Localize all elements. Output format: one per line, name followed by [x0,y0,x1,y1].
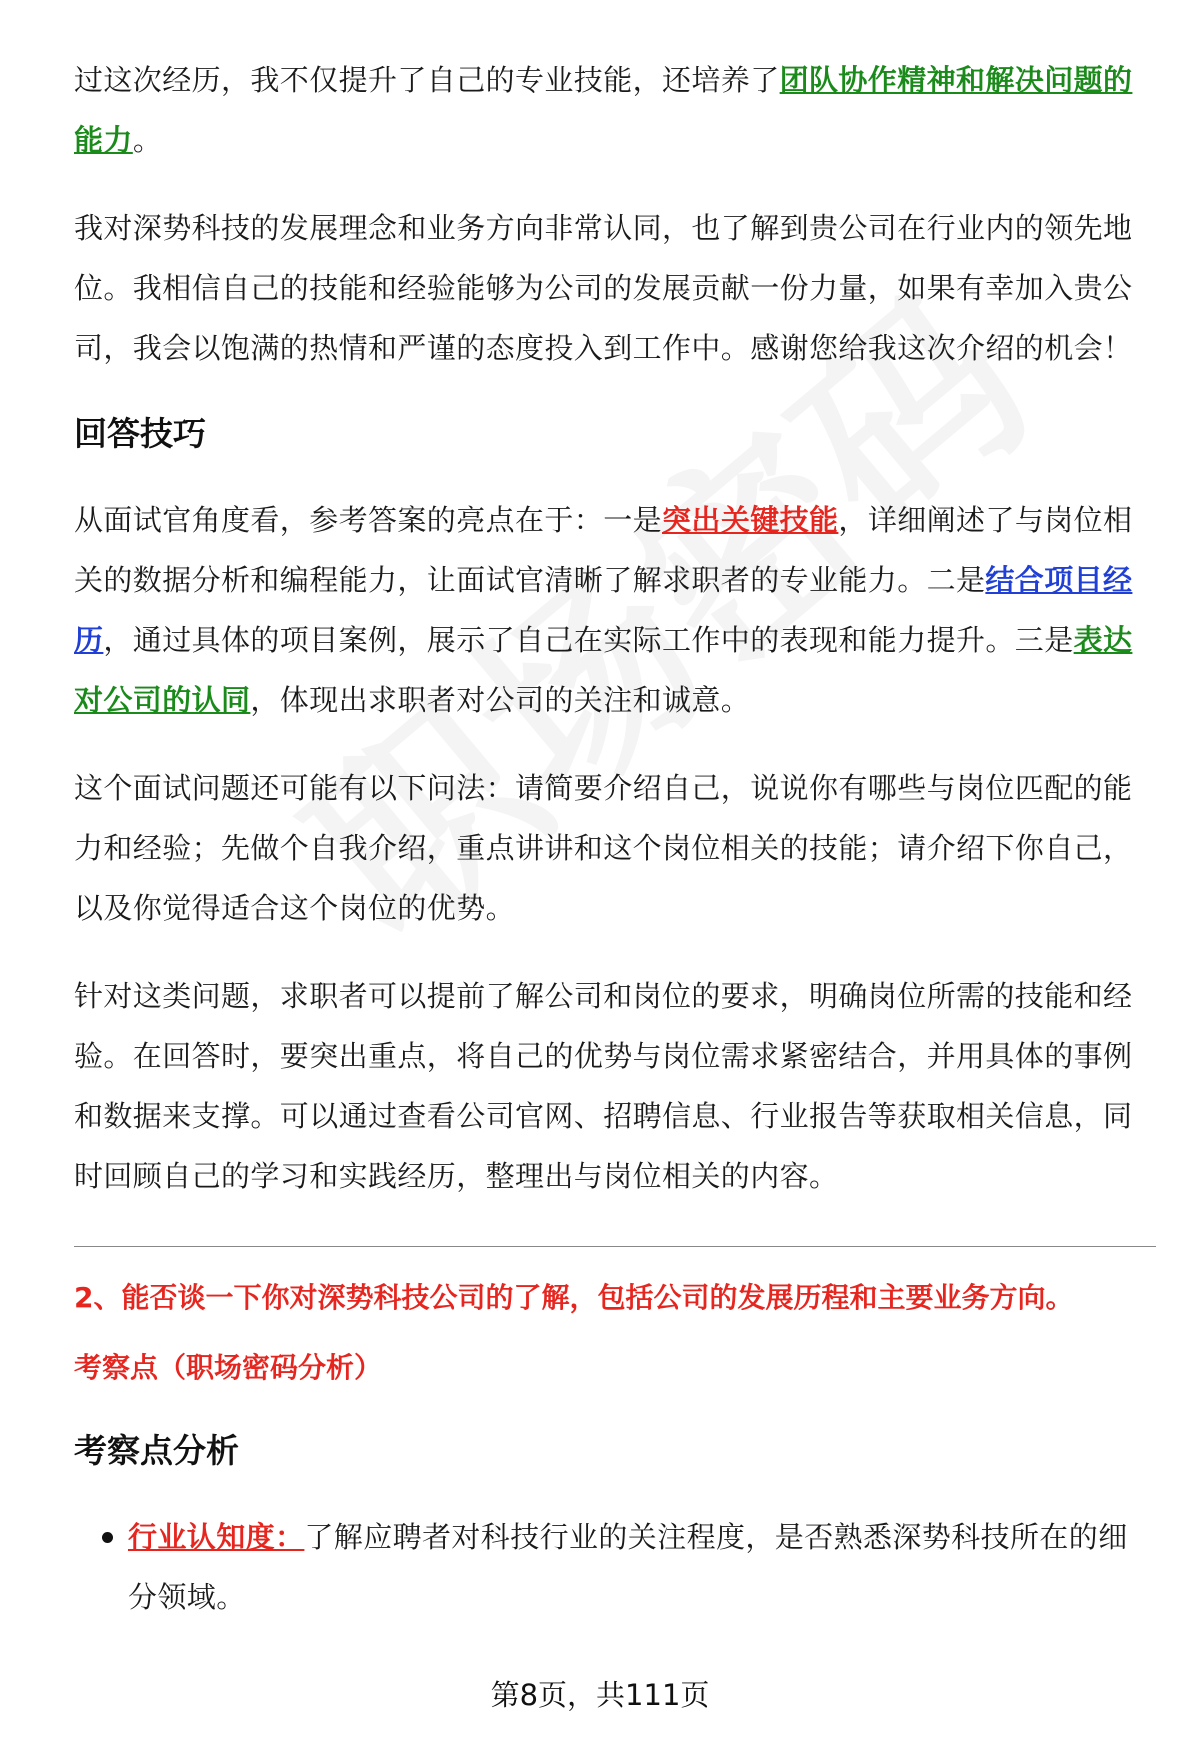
highlight-company-identity: 表达对公司的认同 [74,623,1133,717]
highlight-teamwork: 团队协作精神和解决问题的能力 [74,63,1133,157]
tips-paragraph-1 [74,490,1156,730]
list-item [74,1507,1156,1627]
page-number: 第8页，共111页 [490,1678,710,1712]
intro-p1-text: 过这次经历，我不仅提升了自己的专业技能，还培养了 [74,63,780,97]
analysis-item-label: 行业认知度： [128,1520,305,1554]
analysis-list [74,1507,1156,1627]
tips-p1-c: ，通过具体的项目案例，展示了自己在实际工作中的表现和能力提升。三是 [103,623,1074,657]
intro-p1-end: 。 [132,123,163,157]
highlight-key-skills: 突出关键技能 [662,503,839,537]
section-divider [74,1246,1156,1247]
section-heading-analysis: 考察点分析 [74,1431,239,1470]
tips-p1-b: ，详细阐述了与岗位相关的数据分析和编程能力，让面试官清晰了解求职者的专业能力。二是 [74,503,1133,597]
tips-paragraph-3: 针对这类问题，求职者可以提前了解公司和岗位的要求，明确岗位所需的技能和经验。在回答时，要突出重点，将自己的优势与岗位需求紧密结合，并用具体的事例和数据来支撑。可以通过查看公司官网、招聘信息、行业报告等获取相关信息，同时回顾自己的学习和实践经历，整理出与岗位相关的内容。 [74,979,1133,1193]
page-content [74,50,1156,1627]
highlight-project-experience: 结合项目经历 [74,563,1133,657]
analysis-item-text: 了解应聘者对科技行业的关注程度，是否熟悉深势科技所在的细分领域。 [128,1520,1128,1614]
tips-paragraph-2: 这个面试问题还可能有以下问法：请简要介绍自己，说说你有哪些与岗位匹配的能力和经验；先做个自我介绍，重点讲讲和这个岗位相关的技能；请介绍下你自己，以及你觉得适合这个岗位的优势。 [74,771,1133,925]
question-title: 2、能否谈一下你对深势科技公司的了解，包括公司的发展历程和主要业务方向。 [74,1281,1074,1314]
bullet-dot-icon [102,1532,113,1543]
section-heading-tips: 回答技巧 [74,414,206,453]
tips-p1-a: 从面试官角度看，参考答案的亮点在于：一是 [74,503,663,537]
intro-paragraph-1 [74,50,1156,170]
question-subtitle: 考察点（职场密码分析） [74,1351,383,1384]
tips-p1-d: ，体现出求职者对公司的关注和诚意。 [250,683,751,717]
intro-paragraph-2: 我对深势科技的发展理念和业务方向非常认同，也了解到贵公司在行业内的领先地位。我相信自己的技能和经验能够为公司的发展贡献一份力量，如果有幸加入贵公司，我会以饱满的热情和严谨的态度投入到工作中。感谢您给我这次介绍的机会！ [74,211,1133,365]
